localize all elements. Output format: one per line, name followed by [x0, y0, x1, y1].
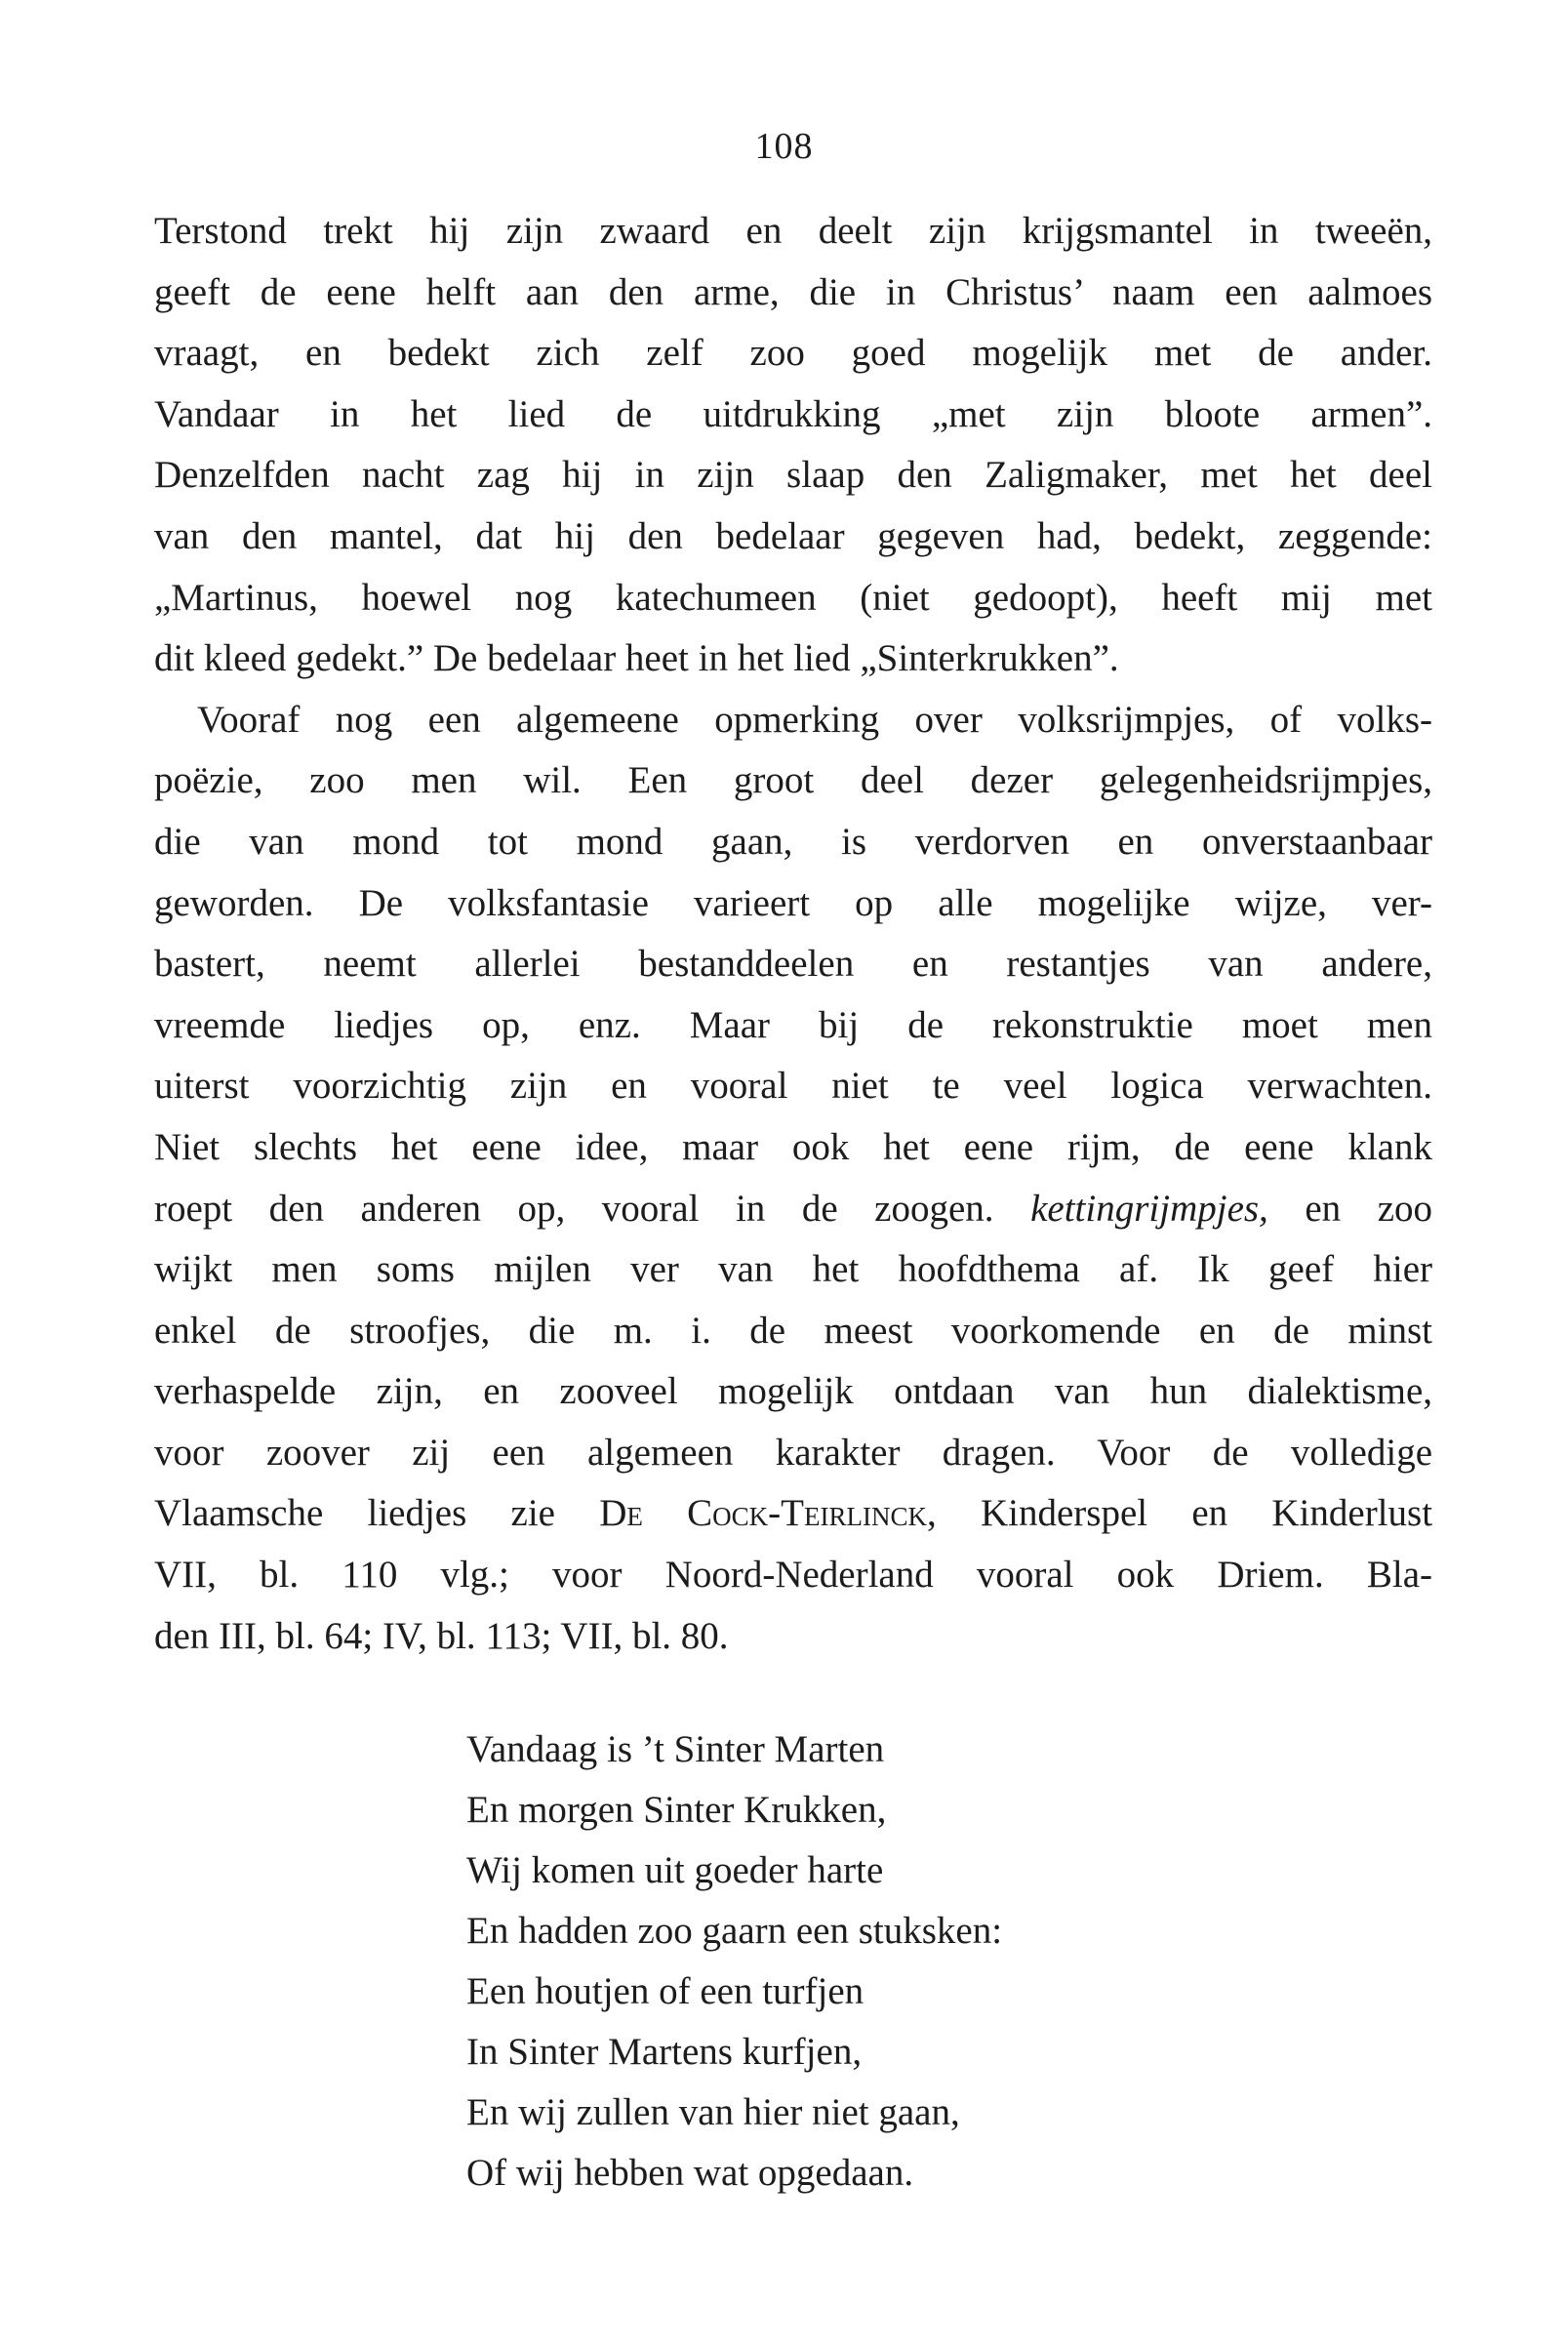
text-line: enkel de stroofjes, die m. i. de meest voorkomende en de minst [154, 1309, 1432, 1352]
text-line: vraagt, en bedekt zich zelf zoo goed mogelijk met de ander. [154, 332, 1432, 375]
text-line: Vandaar in het lied de uitdrukking „met zijn bloote armen”. [154, 392, 1432, 435]
page-number: 108 [754, 126, 814, 167]
text-line: dit kleed gedekt.” De bedelaar heet in het lied „Sinterkrukken”. [154, 637, 1119, 680]
verse-line: En wij zullen van hier niet gaan, [466, 2091, 960, 2133]
text-line: bastert, neemt allerlei bestanddeelen en restantjes van andere, [154, 943, 1432, 986]
verse-line: En hadden zoo gaarn een stuksken: [466, 1910, 1003, 1952]
text-line: verhaspelde zijn, en zooveel mogelijk ontdaan van hun dialektisme, [154, 1370, 1432, 1413]
text-line: Vooraf nog een algemeene opmerking over volksrijmpjes, of volks- [197, 698, 1432, 741]
text-line [154, 1483, 1432, 1545]
text-segment: Vlaamsche liedjes zie [154, 1492, 555, 1535]
paragraph-2 [154, 690, 1432, 1668]
text-line: „Martinus, hoewel nog katechumeen (niet gedoopt), heeft mij met [154, 576, 1432, 619]
verse-line: In Sinter Martens kurfjen, [466, 2031, 863, 2073]
paragraph-1 [154, 201, 1432, 690]
text-segment: en zoo [1305, 1187, 1433, 1230]
text-line: die van mond tot mond gaan, is verdorven en onverstaanbaar [154, 820, 1432, 863]
text-line: Niet slechts het eene idee, maar ook het eene rijm, de eene klank [154, 1125, 1432, 1168]
text-line: geeft de eene helft aan den arme, die in Christus’ naam een aalmoes [154, 270, 1432, 313]
text-line [154, 1179, 1432, 1240]
text-line: Denzelfden nacht zag hij in zijn slaap den Zaligmaker, met het deel [154, 454, 1432, 497]
text-line: VII, bl. 110 vlg.; voor Noord-Nederland vooral ook Driem. Bla- [154, 1554, 1432, 1597]
verse-line: En morgen Sinter Krukken, [466, 1789, 887, 1831]
text-line: poëzie, zoo men wil. Een groot deel dezer gelegenheidsrijmpjes, [154, 759, 1432, 802]
text-segment: Kinderspel en Kinderlust [980, 1492, 1433, 1535]
body-text [154, 201, 1432, 1667]
text-line: geworden. De volksfantasie varieert op alle mogelijke wijze, ver- [154, 881, 1432, 924]
verse-line: Een houtjen of een turfjen [466, 1970, 864, 2012]
text-line: wijkt men soms mijlen ver van het hoofdthema af. Ik geef hier [154, 1248, 1432, 1291]
text-line: den III, bl. 64; IV, bl. 113; VII, bl. 80. [154, 1614, 729, 1657]
verse-line: Vandaag is ’t Sinter Marten [466, 1728, 885, 1770]
text-line: uiterst voorzichtig zijn en vooral niet te veel logica verwachten. [154, 1065, 1432, 1108]
italic-term: kettingrijmpjes, [1030, 1187, 1268, 1230]
verse-line: Wij komen uit goeder harte [466, 1849, 884, 1891]
verse-stanza [466, 1720, 1345, 2204]
verse-line: Of wij hebben wat opgedaan. [466, 2152, 914, 2194]
text-line: van den mantel, dat hij den bedelaar gegeven had, bedekt, zeggende: [154, 514, 1432, 557]
text-segment: roept den anderen op, vooral in de zoogen. [154, 1187, 994, 1230]
text-line: vreemde liedjes op, enz. Maar bij de rekonstruktie moet men [154, 1003, 1432, 1046]
text-line: voor zoover zij een algemeen karakter dragen. Voor de volledige [154, 1431, 1432, 1474]
author-name: De Cock-Teirlinck, [599, 1492, 937, 1535]
text-line: Terstond trekt hij zijn zwaard en deelt zijn krijgsmantel in tweeën, [154, 210, 1432, 252]
